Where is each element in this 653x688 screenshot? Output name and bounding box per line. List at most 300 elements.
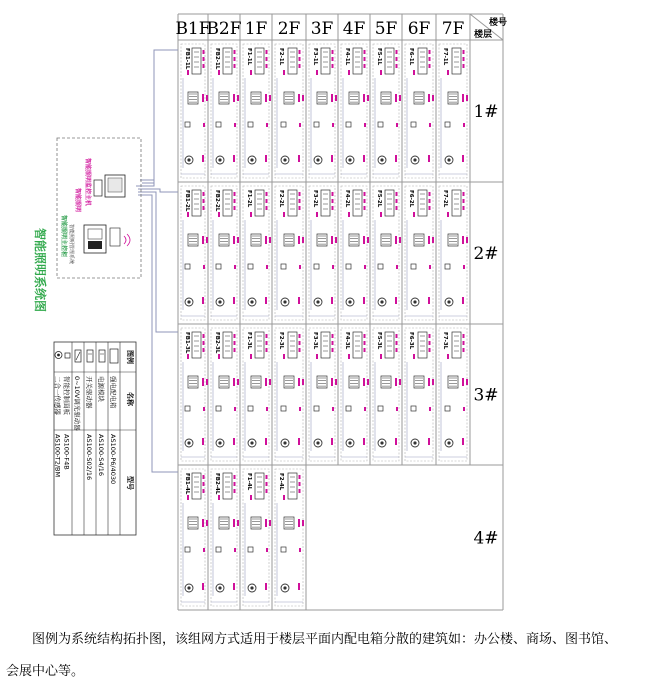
magenta-annotation [332,123,334,127]
magenta-annotation [269,379,271,385]
magenta-annotation [202,236,204,244]
magenta-annotation [206,379,208,385]
magenta-annotation [283,70,285,75]
control-room [33,138,141,312]
magenta-annotation [269,520,271,526]
magenta-annotation [298,94,300,102]
sensor-core [218,441,221,444]
control-panel [411,122,416,127]
magenta-annotation [429,407,431,411]
floor-cell-f4-2l [341,186,369,320]
sensor-core [250,158,253,161]
magenta-annotation [428,438,430,445]
magenta-annotation [234,206,236,210]
magenta-annotation [332,57,334,61]
sensor-core [380,441,383,444]
magenta-annotation [202,378,204,386]
magenta-annotation [380,354,382,359]
magenta-annotation [332,348,334,352]
magenta-annotation [302,95,304,101]
magenta-annotation [428,155,430,162]
control-panel [411,264,416,269]
magenta-annotation [299,123,301,127]
floor-header-7f: 7F [441,19,465,39]
magenta-annotation [266,489,268,493]
floor-cell-f5-2l [373,186,401,320]
magenta-annotation [463,334,465,338]
floor-cell-fb2-1l [211,44,239,178]
control-panel [346,406,351,411]
distribution-box-label: F7-2L [442,190,448,208]
sensor-core [316,300,319,303]
control-panel [185,547,190,552]
magenta-annotation [266,123,268,127]
legend-name-5: 智能控制面板 [62,376,71,415]
magenta-annotation [265,94,267,102]
floor-cell-fb1-1l [181,44,208,178]
magenta-annotation [202,297,204,304]
magenta-annotation [380,212,382,217]
distribution-box-label: F4-2L [344,190,350,208]
magenta-annotation [332,64,334,68]
magenta-annotation [463,199,465,203]
magenta-annotation [298,438,300,445]
sensor-core [250,441,253,444]
magenta-annotation [299,57,301,61]
magenta-annotation [428,236,430,244]
gateway-label: 智能照明 [74,188,81,213]
magenta-annotation [363,155,365,162]
magenta-annotation [203,341,205,345]
control-panel [185,264,190,269]
magenta-annotation [348,70,350,75]
magenta-annotation [463,57,465,61]
magenta-annotation [364,407,366,411]
building-label-1: 1# [473,102,499,122]
magenta-annotation [395,236,397,244]
magenta-annotation [332,265,334,269]
magenta-annotation [429,123,431,127]
gateway-icon [110,228,120,246]
magenta-annotation [348,212,350,217]
magenta-annotation [462,155,464,162]
caption-line-1: 图例为系统结构拓扑图，该组网方式适用于楼层平面内配电箱分散的建筑如：办公楼、商场、图书馆、 [32,632,618,647]
magenta-annotation [203,123,205,127]
magenta-annotation [234,199,236,203]
legend-header-model: 型号 [126,476,134,490]
magenta-annotation [428,378,430,386]
magenta-annotation [396,199,398,203]
control-panel [445,264,450,269]
magenta-annotation [429,341,431,345]
magenta-annotation [332,341,334,345]
system-title: 智能照明系统图 [33,228,47,313]
magenta-annotation [316,70,318,75]
magenta-annotation [432,237,434,243]
distribution-box-label: FB1-4L [184,473,190,495]
magenta-annotation [266,407,268,411]
magenta-annotation [399,95,401,101]
magenta-annotation [187,495,189,500]
sensor-core [348,158,351,161]
magenta-annotation [203,192,205,196]
magenta-annotation [316,354,318,359]
floor-cell-f2-2l [275,186,304,320]
magenta-annotation [466,95,468,101]
magenta-annotation [399,237,401,243]
magenta-annotation [332,334,334,338]
magenta-annotation [206,237,208,243]
legend-symbol-1 [110,349,118,363]
floor-header-6f: 6F [407,19,431,39]
legend-name-3: 开关驱动器 [85,376,93,409]
sensor-core [413,300,416,303]
magenta-annotation [367,237,369,243]
magenta-annotation [202,583,204,590]
floor-cell-fb1-4l [181,469,208,606]
magenta-annotation [203,57,205,61]
magenta-annotation [234,475,236,479]
magenta-annotation [395,94,397,102]
magenta-annotation [364,334,366,338]
legend-model-3: AS100-S02/16 [85,434,93,481]
wireless-icon [124,234,130,246]
magenta-annotation [237,95,239,101]
magenta-annotation [234,489,236,493]
building-label-2: 2# [473,244,499,264]
building-label-3: 3# [473,385,499,406]
sensor-core [348,441,351,444]
magenta-annotation [206,520,208,526]
control-panel [185,406,190,411]
magenta-annotation [266,265,268,269]
magenta-annotation [233,519,235,527]
distribution-box-label: F1-3L [246,332,252,350]
sensor-core [283,441,286,444]
floor-cell-f3-2l [309,186,337,320]
magenta-annotation [233,297,235,304]
magenta-annotation [265,155,267,162]
magenta-annotation [367,95,369,101]
magenta-annotation [234,265,236,269]
legend-model-5: AS100-F4B [62,434,71,470]
magenta-annotation [234,548,236,552]
magenta-annotation [302,379,304,385]
magenta-annotation [283,354,285,359]
magenta-annotation [203,407,205,411]
magenta-annotation [265,297,267,304]
floor-cell-f4-3l [341,328,369,461]
magenta-annotation [463,348,465,352]
legend-header-symbol: 图例 [126,350,134,364]
magenta-annotation [432,95,434,101]
sensor-core [187,441,190,444]
floor-cell-f6-2l [405,186,434,320]
distribution-box-label: F4-1L [344,48,350,66]
magenta-annotation [299,407,301,411]
control-panel [216,122,221,127]
magenta-annotation [395,378,397,386]
sensor-core [187,158,190,161]
sensor-core [218,300,221,303]
header-floor-label: 楼层 [474,30,493,40]
magenta-annotation [187,354,189,359]
magenta-annotation [298,236,300,244]
floor-cell-f1-4l [243,469,271,606]
floor-cell-f2-3l [275,328,304,461]
distribution-box-label: F3-3L [312,332,318,350]
control-panel [445,122,450,127]
magenta-annotation [203,206,205,210]
magenta-annotation [367,379,369,385]
magenta-annotation [396,341,398,345]
magenta-annotation [332,199,334,203]
distribution-box-label: F4-3L [344,332,350,350]
magenta-annotation [233,94,235,102]
control-panel [248,406,253,411]
magenta-annotation [429,199,431,203]
magenta-annotation [363,236,365,244]
legend-panel-icon [65,353,70,358]
magenta-annotation [266,64,268,68]
floor-header-b1f: B1F [175,19,211,39]
sensor-core [250,300,253,303]
magenta-annotation [462,297,464,304]
magenta-annotation [466,379,468,385]
control-panel [216,547,221,552]
sensor-core [283,586,286,589]
floor-header-5f: 5F [374,19,398,39]
magenta-annotation [234,64,236,68]
panel-detail [88,229,102,239]
control-panel [346,264,351,269]
magenta-annotation [364,341,366,345]
control-panel [378,264,383,269]
legend-name-4: 0~10V调光驱动器 [73,376,81,431]
magenta-annotation [203,489,205,493]
magenta-annotation [331,438,333,445]
magenta-annotation [364,123,366,127]
floor-cell-f7-2l [439,186,468,320]
magenta-annotation [396,334,398,338]
control-panel [185,122,190,127]
distribution-box-label: F5-1L [376,48,382,66]
magenta-annotation [266,334,268,338]
magenta-annotation [266,475,268,479]
magenta-annotation [203,482,205,486]
distribution-box-label: F2-2L [278,190,284,208]
control-panel [411,406,416,411]
floor-cell-fb2-3l [211,328,239,461]
control-panel [248,122,253,127]
magenta-annotation [399,379,401,385]
magenta-annotation [299,489,301,493]
magenta-annotation [299,548,301,552]
magenta-annotation [203,475,205,479]
magenta-annotation [429,334,431,338]
magenta-annotation [203,50,205,54]
control-panel [314,122,319,127]
magenta-annotation [395,438,397,445]
magenta-annotation [331,236,333,244]
magenta-annotation [265,438,267,445]
magenta-annotation [265,378,267,386]
magenta-annotation [265,236,267,244]
legend-name-2: 电源模块 [97,376,105,402]
magenta-annotation [266,341,268,345]
magenta-annotation [396,206,398,210]
bus-line-building-1 [136,50,178,186]
legend-model-6: AS100-T2/BM [53,434,62,478]
distribution-box-label: F6-1L [408,48,414,66]
floor-header-1f: 1F [244,19,268,39]
magenta-annotation [233,438,235,445]
floor-cell-f5-1l [373,44,401,178]
floor-cell-f7-3l [439,328,468,461]
magenta-annotation [463,192,465,196]
floor-cell-f2-1l [275,44,304,178]
magenta-annotation [364,199,366,203]
magenta-annotation [298,378,300,386]
caption-line-2: 会展中心等。 [6,664,85,679]
magenta-annotation [298,519,300,527]
control-panel [314,406,319,411]
magenta-annotation [429,348,431,352]
distribution-box-label: F3-2L [312,190,318,208]
floor-cell-f7-1l [439,44,468,178]
magenta-annotation [203,348,205,352]
magenta-annotation [447,70,449,75]
magenta-annotation [299,475,301,479]
magenta-annotation [332,407,334,411]
legend-name-1: 强电配电箱 [109,376,117,409]
floor-header-2f: 2F [277,19,301,39]
magenta-annotation [429,206,431,210]
sensor-core [413,158,416,161]
magenta-annotation [234,334,236,338]
magenta-annotation [396,123,398,127]
magenta-annotation [463,123,465,127]
floor-cell-f4-1l [341,44,369,178]
magenta-annotation [396,192,398,196]
legend-distribution-box-icon [110,349,118,363]
magenta-annotation [463,341,465,345]
magenta-annotation [396,265,398,269]
magenta-annotation [299,206,301,210]
magenta-annotation [396,348,398,352]
control-panel [378,122,383,127]
magenta-annotation [466,237,468,243]
legend-symbol-6 [55,352,62,359]
legend-module-icon [87,350,93,362]
control-panel [216,406,221,411]
magenta-annotation [299,341,301,345]
magenta-annotation [233,583,235,590]
magenta-annotation [331,94,333,102]
magenta-annotation [332,192,334,196]
magenta-annotation [250,212,252,217]
magenta-annotation [462,236,464,244]
magenta-annotation [237,379,239,385]
magenta-annotation [298,155,300,162]
magenta-annotation [463,50,465,54]
control-panel [346,122,351,127]
magenta-annotation [429,265,431,269]
sensor-core [218,158,221,161]
magenta-annotation [187,70,189,75]
magenta-annotation [203,199,205,203]
sensor-core [187,300,190,303]
magenta-annotation [265,583,267,590]
bus-line-building-3 [138,192,178,332]
floor-cell-fb2-2l [211,186,239,320]
magenta-annotation [396,50,398,54]
distribution-box-label: F7-3L [442,332,448,350]
magenta-annotation [233,155,235,162]
magenta-annotation [202,519,204,527]
magenta-annotation [250,495,252,500]
magenta-annotation [395,155,397,162]
control-panel [216,264,221,269]
panel-detail [88,241,102,249]
magenta-annotation [266,548,268,552]
magenta-annotation [447,354,449,359]
magenta-annotation [363,438,365,445]
magenta-annotation [283,212,285,217]
legend-symbol-3 [87,350,93,362]
caption [6,624,651,688]
magenta-annotation [234,123,236,127]
magenta-annotation [364,206,366,210]
magenta-annotation [250,354,252,359]
magenta-annotation [266,199,268,203]
magenta-annotation [218,212,220,217]
sensor-core [250,586,253,589]
sensor-core [348,300,351,303]
magenta-annotation [299,348,301,352]
control-panel [281,264,286,269]
sensor-core [283,300,286,303]
magenta-annotation [331,155,333,162]
distribution-box-label: F2-4L [278,473,284,491]
distribution-box-label: F1-2L [246,190,252,208]
magenta-annotation [233,236,235,244]
sensor-core [447,300,450,303]
magenta-annotation [203,64,205,68]
magenta-annotation [429,192,431,196]
distribution-box-label: FB2-3L [214,332,220,354]
sensor-core [380,300,383,303]
floor-cell-f1-1l [243,44,271,178]
floor-cell-fb2-4l [211,469,239,606]
sensor-core [413,441,416,444]
magenta-annotation [299,199,301,203]
distribution-box-label: FB2-1L [214,48,220,70]
magenta-annotation [203,334,205,338]
floor-cell-fb1-3l [181,328,208,461]
sensor-core [316,441,319,444]
magenta-annotation [462,94,464,102]
legend-name-6: 二合一传感器 [53,376,62,415]
distribution-box-label: F5-3L [376,332,382,350]
magenta-annotation [396,64,398,68]
legend-module-icon [99,350,105,362]
control-panel [378,406,383,411]
control-panel [248,264,253,269]
magenta-annotation [234,341,236,345]
floor-cell-f3-1l [309,44,337,178]
control-panel [281,547,286,552]
